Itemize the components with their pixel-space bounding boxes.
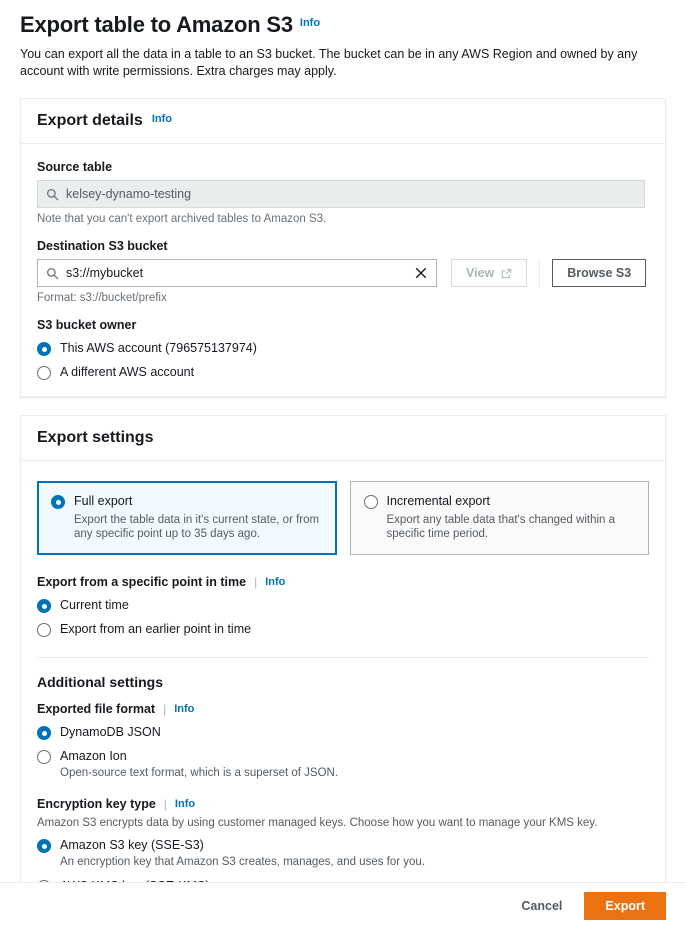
file-format-label: Exported file format — [37, 702, 156, 716]
bucket-owner-option-different-account[interactable] — [37, 365, 649, 380]
point-in-time-option-earlier[interactable] — [37, 622, 649, 637]
tile-full-export-description: Export the table data in it's current state, or from any specific point up to 35 days ago. — [74, 514, 320, 540]
tile-incremental-export[interactable] — [350, 481, 650, 555]
radio-icon[interactable] — [37, 342, 51, 356]
file-format-option-amazon-ion-label: Amazon Ion — [60, 749, 127, 763]
radio-icon[interactable] — [51, 495, 65, 509]
page-header — [0, 0, 686, 80]
view-button-label: View — [466, 266, 495, 280]
point-in-time-info-link[interactable]: Info — [265, 576, 286, 588]
bucket-owner-label: S3 bucket owner — [37, 318, 137, 332]
encryption-info-link[interactable]: Info — [174, 798, 196, 810]
export-settings-card — [20, 415, 666, 929]
source-table-field — [37, 180, 649, 208]
export-settings-body — [21, 461, 665, 929]
encryption-label-row — [37, 797, 649, 811]
encryption-option-sse-s3-description: An encryption key that Amazon S3 creates, manages, and uses for you. — [60, 856, 426, 868]
destination-bucket-input[interactable] — [37, 259, 437, 287]
tile-incremental-export-label: Incremental export — [386, 494, 491, 508]
export-details-card — [20, 98, 666, 397]
point-in-time-label-row — [37, 575, 649, 589]
destination-bucket-row — [37, 259, 649, 287]
browse-s3-button[interactable]: Browse S3 — [552, 259, 646, 287]
settings-divider — [37, 657, 649, 658]
file-format-option-dynamodb-json-label: DynamoDB JSON — [60, 725, 161, 739]
button-divider — [539, 259, 540, 287]
source-table-helper: Note that you can't export archived tables to Amazon S3. — [37, 213, 327, 225]
source-table-value: kelsey-dynamo-testing — [66, 187, 192, 201]
page-title: Export table to Amazon S3 — [20, 12, 293, 37]
point-in-time-option-current[interactable] — [37, 598, 649, 613]
file-format-option-dynamodb-json[interactable] — [37, 725, 649, 740]
radio-icon[interactable] — [364, 495, 378, 509]
page-info-link[interactable]: Info — [299, 17, 321, 29]
export-settings-title: Export settings — [37, 429, 154, 446]
encryption-note: Amazon S3 encrypts data by using customer managed keys. Choose how you want to manage your KMS key. — [37, 817, 598, 829]
file-format-option-amazon-ion-description: Open-source text format, which is a superset of JSON. — [60, 767, 339, 779]
export-button[interactable]: Export — [584, 892, 666, 920]
encryption-label: Encryption key type — [37, 797, 156, 811]
page-description: You can export all the data in a table to an S3 bucket. The bucket can be in any AWS Region and owned by any account with write permissions. Extra charges may apply. — [20, 47, 638, 78]
export-details-body — [21, 144, 665, 396]
source-table-input[interactable] — [37, 180, 645, 208]
bucket-owner-option-this-account-label: This AWS account (796575137974) — [60, 341, 257, 355]
file-format-label-row — [37, 702, 649, 716]
radio-icon[interactable] — [37, 726, 51, 740]
radio-icon[interactable] — [37, 623, 51, 637]
point-in-time-option-current-label: Current time — [60, 598, 129, 612]
file-format-option-amazon-ion[interactable] — [37, 749, 649, 781]
search-icon — [46, 188, 59, 201]
radio-icon[interactable] — [37, 599, 51, 613]
cancel-button[interactable]: Cancel — [515, 892, 568, 920]
label-separator: | — [163, 702, 167, 716]
source-table-label: Source table — [37, 160, 113, 174]
export-details-title: Export details — [37, 112, 143, 129]
destination-bucket-helper: Format: s3://bucket/prefix — [37, 292, 167, 304]
export-type-tiles — [37, 481, 649, 555]
additional-settings-title: Additional settings — [37, 674, 163, 690]
bucket-owner-option-this-account[interactable] — [37, 341, 649, 356]
destination-bucket-label: Destination S3 bucket — [37, 239, 168, 253]
search-icon — [46, 267, 59, 280]
destination-bucket-value: s3://mybucket — [66, 266, 144, 280]
export-settings-header — [21, 416, 665, 461]
form-actions-footer — [0, 882, 686, 929]
label-separator: | — [163, 797, 167, 811]
file-format-info-link[interactable]: Info — [174, 703, 195, 715]
point-in-time-option-earlier-label: Export from an earlier point in time — [60, 622, 252, 636]
encryption-option-sse-s3[interactable] — [37, 838, 649, 870]
export-details-header — [21, 99, 665, 144]
tile-full-export[interactable] — [37, 481, 337, 555]
label-separator: | — [254, 575, 258, 589]
external-link-icon — [501, 268, 512, 279]
close-icon[interactable] — [414, 266, 428, 280]
encryption-option-sse-s3-label: Amazon S3 key (SSE-S3) — [60, 838, 204, 852]
point-in-time-label: Export from a specific point in time — [37, 575, 247, 589]
radio-icon[interactable] — [37, 750, 51, 764]
radio-icon[interactable] — [37, 366, 51, 380]
view-button[interactable] — [451, 259, 527, 287]
export-details-info-link[interactable]: Info — [151, 113, 172, 125]
tile-full-export-label: Full export — [74, 494, 133, 508]
bucket-owner-option-different-account-label: A different AWS account — [60, 365, 195, 379]
tile-incremental-export-description: Export any table data that's changed within a specific time period. — [386, 514, 616, 540]
radio-icon[interactable] — [37, 839, 51, 853]
